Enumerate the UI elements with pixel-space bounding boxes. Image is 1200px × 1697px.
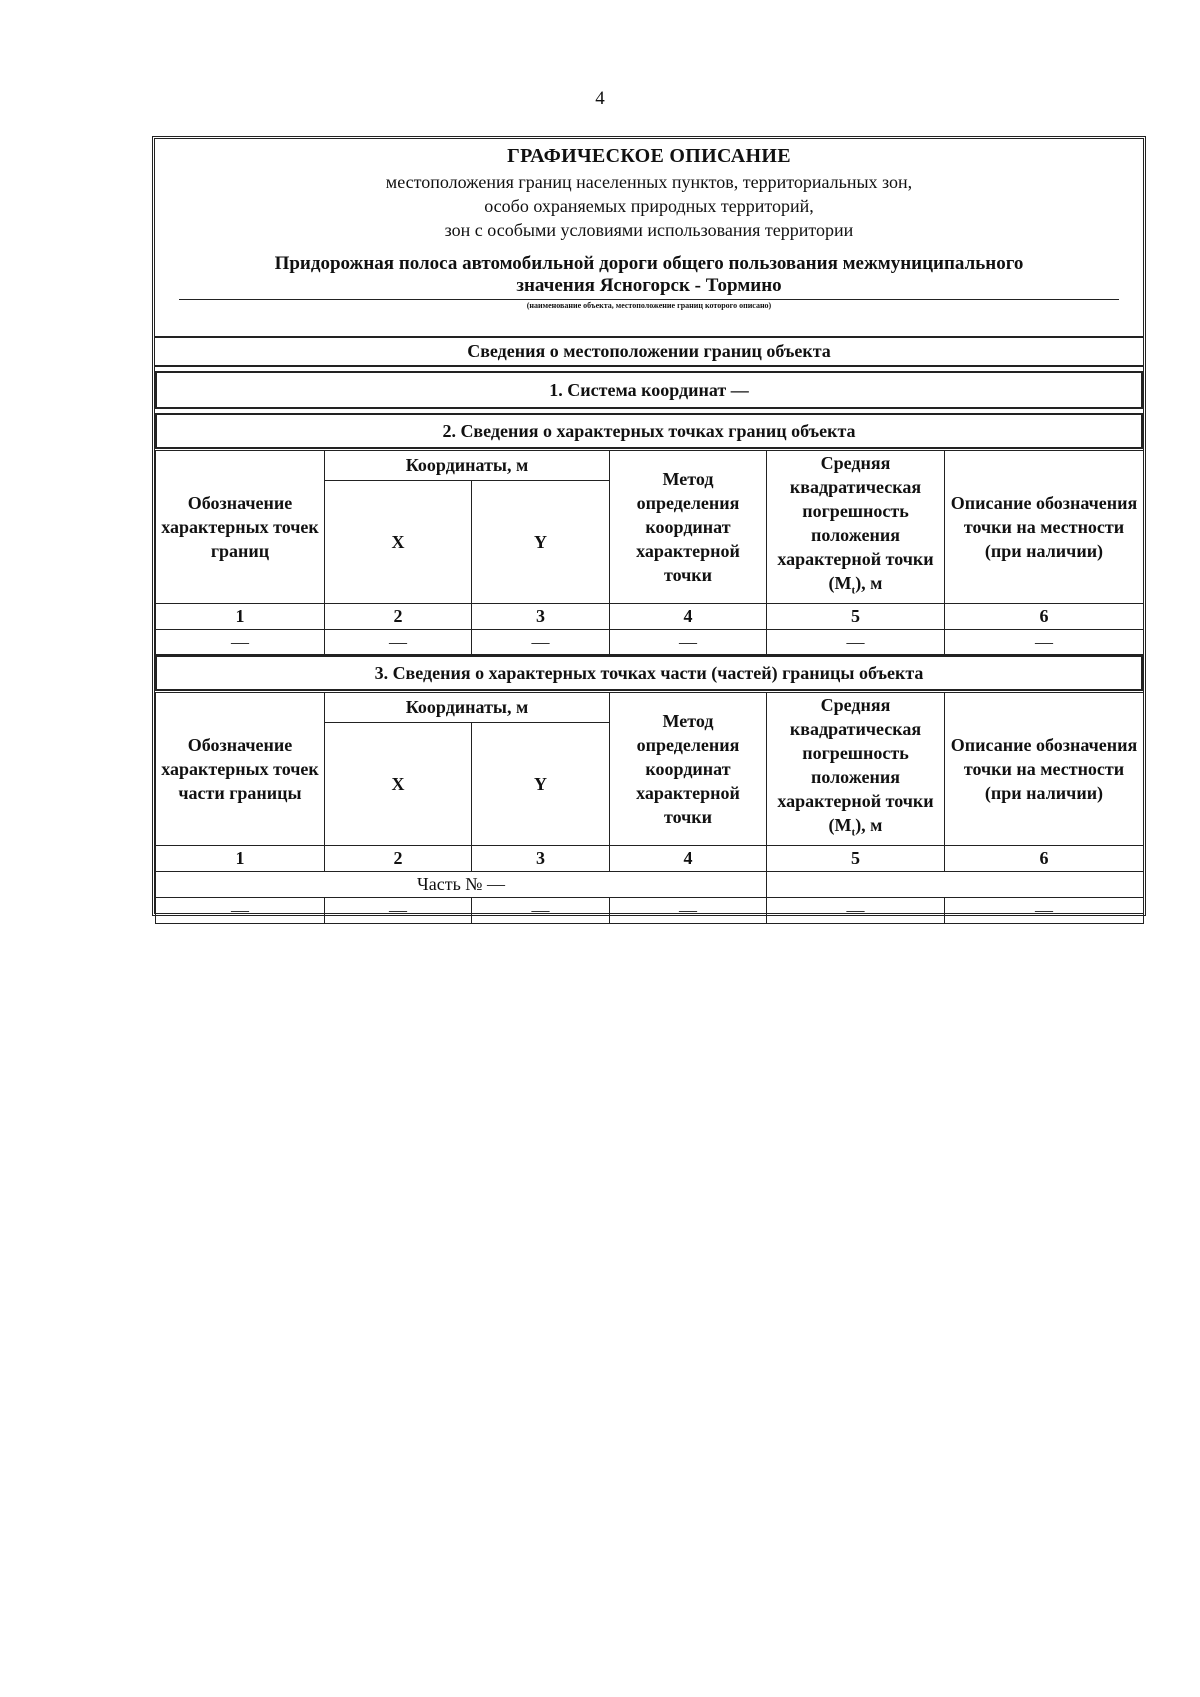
object-name bbox=[155, 253, 1143, 297]
table-row bbox=[156, 897, 1144, 923]
column-number: 3 bbox=[472, 603, 610, 629]
table-cell: — bbox=[767, 897, 945, 923]
part-empty-cell bbox=[767, 871, 1144, 897]
section-1-title: 1. Система координат — bbox=[155, 371, 1143, 409]
header-y: Y bbox=[472, 480, 610, 603]
table-cell: — bbox=[945, 629, 1144, 654]
section-3-table bbox=[155, 692, 1144, 924]
table-cell: — bbox=[610, 629, 767, 654]
column-number: 1 bbox=[156, 845, 325, 871]
subtitle-line-1: местоположения границ населенных пунктов, территориальных зон, bbox=[385, 172, 913, 192]
header-description: Описание обозначения точки на местности (при наличии) bbox=[945, 451, 1144, 604]
header-method: Метод определения координат характерной точки bbox=[610, 693, 767, 846]
object-name-underline bbox=[179, 299, 1119, 300]
object-name-caption: (наименование объекта, местоположение границ которого описано) bbox=[526, 301, 772, 310]
column-number: 2 bbox=[325, 603, 472, 629]
column-number: 2 bbox=[325, 845, 472, 871]
part-label: Часть № — bbox=[156, 871, 767, 897]
column-number: 5 bbox=[767, 845, 945, 871]
header-x: X bbox=[325, 722, 472, 845]
table-cell: — bbox=[945, 897, 1144, 923]
header-y: Y bbox=[472, 722, 610, 845]
section-3-title: 3. Сведения о характерных точках части (частей) границы объекта bbox=[155, 655, 1143, 691]
column-number: 1 bbox=[156, 603, 325, 629]
section-heading: Сведения о местоположении границ объекта bbox=[155, 339, 1143, 367]
document-title: ГРАФИЧЕСКОЕ ОПИСАНИЕ bbox=[507, 145, 791, 167]
table-cell: — bbox=[156, 629, 325, 654]
graphic-description-form bbox=[152, 136, 1146, 921]
part-row bbox=[156, 871, 1144, 897]
column-number: 4 bbox=[610, 845, 767, 871]
table-cell: — bbox=[472, 897, 610, 923]
header-coordinates: Координаты, м bbox=[325, 693, 610, 723]
page-number: 4 bbox=[595, 88, 605, 109]
header-description: Описание обозначения точки на местности (при наличии) bbox=[945, 693, 1144, 846]
header-error bbox=[767, 693, 945, 846]
object-name-line-2: значения Ясногорск - Тормино bbox=[516, 275, 782, 296]
table-cell: — bbox=[325, 629, 472, 654]
subtitle-line-2: особо охраняемых природных территорий, bbox=[484, 196, 814, 216]
header-error bbox=[767, 451, 945, 604]
header-error-unit: ), м bbox=[855, 815, 883, 835]
column-number: 6 bbox=[945, 603, 1144, 629]
table-row bbox=[156, 629, 1144, 654]
header-error-subscript: t bbox=[851, 584, 856, 597]
column-number: 4 bbox=[610, 603, 767, 629]
header-error-unit: ), м bbox=[855, 573, 883, 593]
column-number: 3 bbox=[472, 845, 610, 871]
header-designation: Обозначение характерных точек части границы bbox=[156, 693, 325, 846]
header-error-subscript: t bbox=[851, 826, 856, 839]
table-cell: — bbox=[767, 629, 945, 654]
table-cell: — bbox=[610, 897, 767, 923]
column-number: 5 bbox=[767, 603, 945, 629]
header-designation: Обозначение характерных точек границ bbox=[156, 451, 325, 604]
header-method: Метод определения координат характерной точки bbox=[610, 451, 767, 604]
object-name-line-1: Придорожная полоса автомобильной дороги общего пользования межмуниципального bbox=[274, 253, 1024, 274]
header-x: X bbox=[325, 480, 472, 603]
header-coordinates: Координаты, м bbox=[325, 451, 610, 481]
section-2-table bbox=[155, 450, 1144, 655]
header-block bbox=[155, 139, 1143, 338]
table-cell: — bbox=[325, 897, 472, 923]
table-cell: — bbox=[472, 629, 610, 654]
table-cell: — bbox=[156, 897, 325, 923]
header-error-text: Средняя квадратическая погрешность положения характерной точки (M bbox=[777, 695, 934, 835]
header-error-text: Средняя квадратическая погрешность положения характерной точки (M bbox=[777, 453, 934, 593]
section-2-title: 2. Сведения о характерных точках границ объекта bbox=[155, 413, 1143, 449]
subtitle-line-3: зон с особыми условиями использования территории bbox=[444, 220, 854, 240]
column-number: 6 bbox=[945, 845, 1144, 871]
